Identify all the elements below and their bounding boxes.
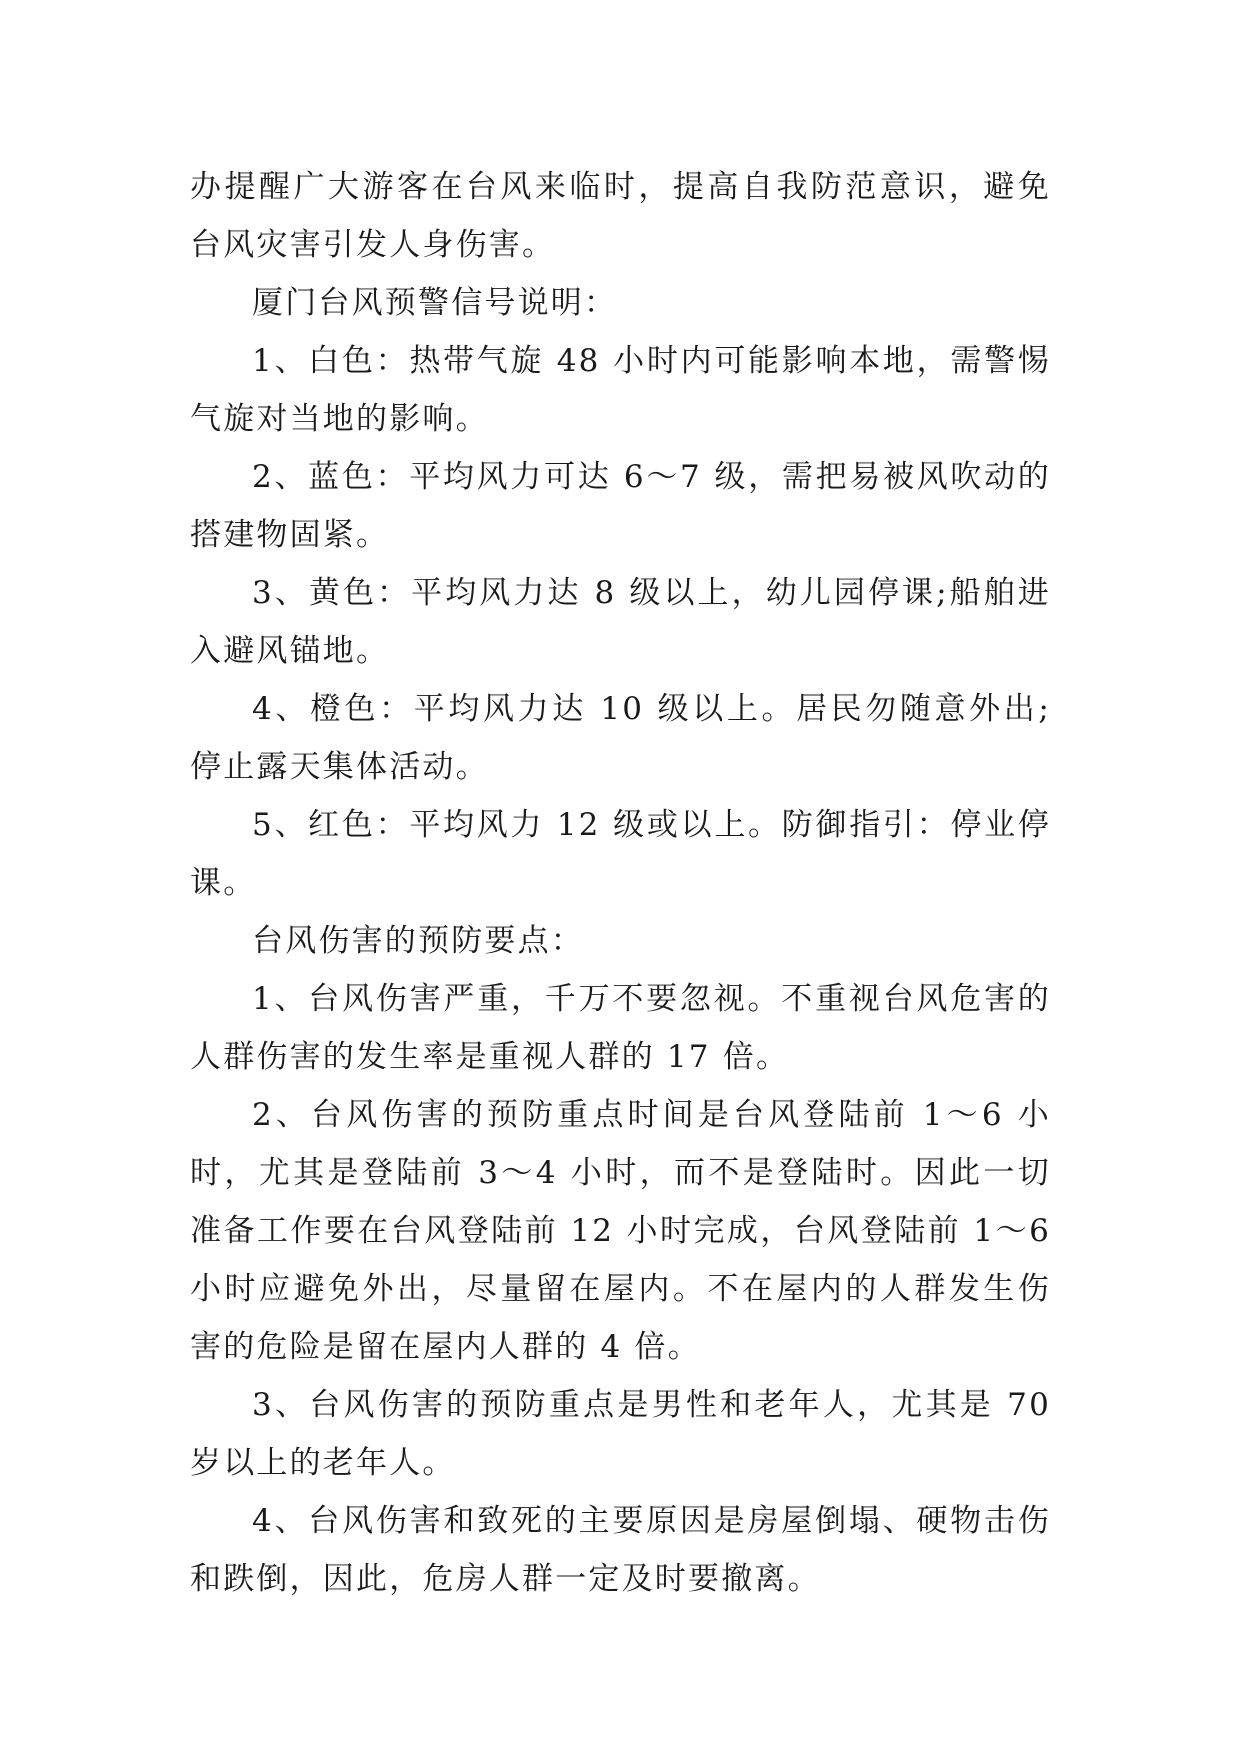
signal-yellow: 3、黄色：平均风力达 8 级以上，幼儿园停课;船舶进入避风锚地。	[190, 575, 1051, 669]
prevention-point-4: 4、台风伤害和致死的主要原因是房屋倒塌、硬物击伤和跌倒，因此，危房人群一定及时要撤离。	[190, 1503, 1051, 1597]
signal-white: 1、白色：热带气旋 48 小时内可能影响本地，需警惕气旋对当地的影响。	[190, 343, 1051, 437]
prevention-point-3: 3、台风伤害的预防重点是男性和老年人，尤其是 70 岁以上的老年人。	[190, 1387, 1051, 1481]
paragraph-continuation: 办提醒广大游客在台风来临时，提高自我防范意识，避免台风灾害引发人身伤害。	[190, 169, 1051, 263]
section-heading-prevention: 台风伤害的预防要点：	[252, 923, 584, 959]
signal-orange: 4、橙色：平均风力达 10 级以上。居民勿随意外出;停止露天集体活动。	[190, 691, 1051, 785]
signal-red: 5、红色：平均风力 12 级或以上。防御指引：停业停课。	[190, 807, 1051, 901]
prevention-point-2: 2、台风伤害的预防重点时间是台风登陆前 1～6 小时，尤其是登陆前 3～4 小时，而不是登陆时。因此一切准备工作要在台风登陆前 12 小时完成，台风登陆前 1～6 小时应避免外出，尽量留在屋内。不在屋内的人群发生伤害的危险是留在屋内人群的 4 倍。	[190, 1097, 1051, 1365]
section-heading-signals: 厦门台风预警信号说明：	[252, 285, 618, 321]
prevention-point-1: 1、台风伤害严重，千万不要忽视。不重视台风危害的人群伤害的发生率是重视人群的 17 倍。	[190, 981, 1051, 1075]
signal-blue: 2、蓝色：平均风力可达 6～7 级，需把易被风吹动的搭建物固紧。	[190, 459, 1051, 553]
document-body	[190, 158, 1051, 1608]
